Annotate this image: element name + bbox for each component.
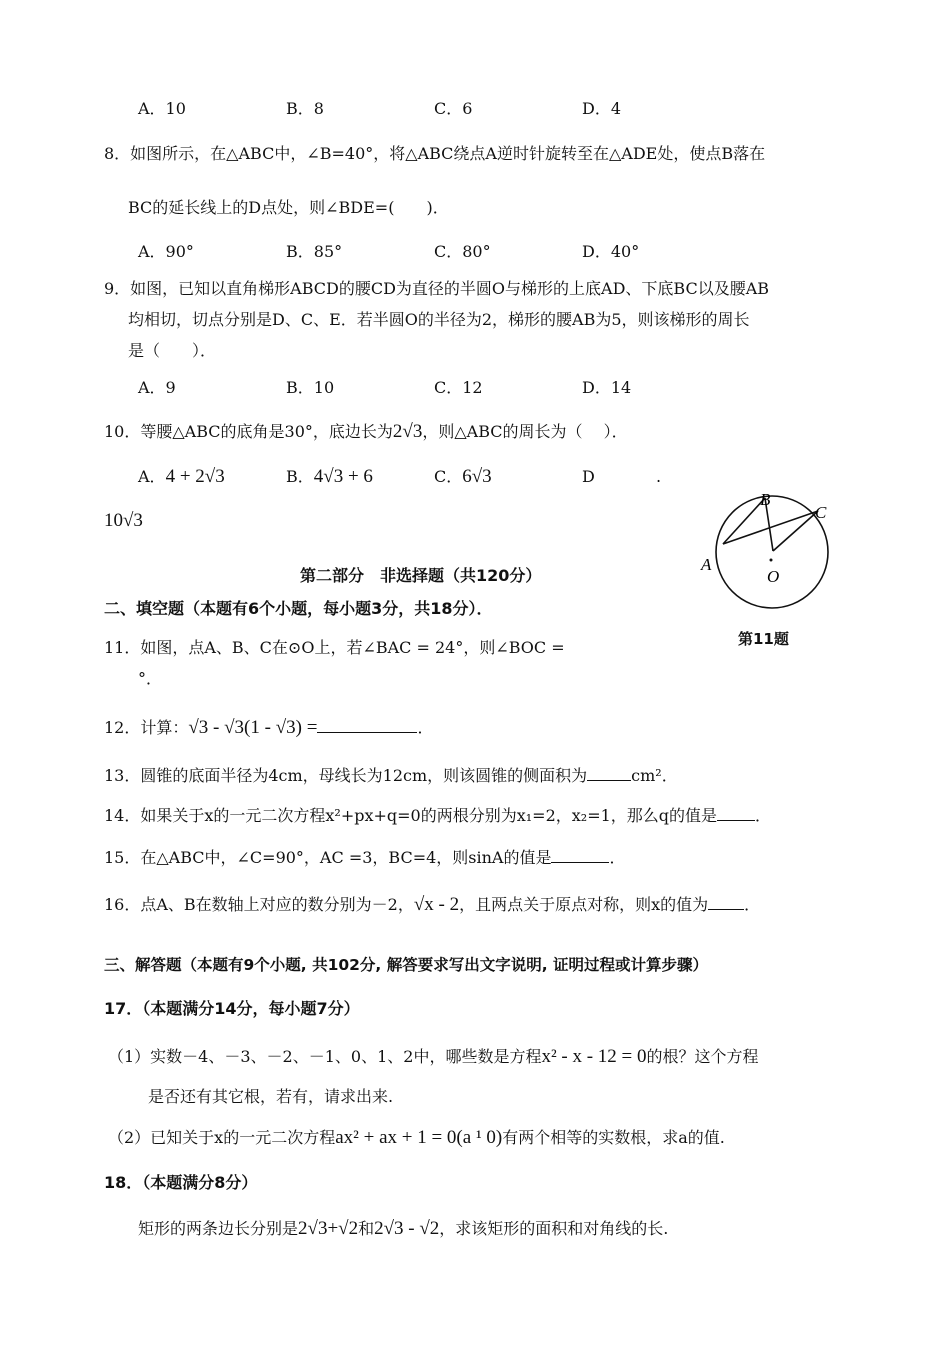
q16-mid: ，且两点关于原点对称，则x的值为 (459, 895, 709, 914)
q14-end: ． (755, 806, 772, 825)
part2-title: 第二部分 非选择题（共120分） (300, 566, 542, 585)
q18-and: 和 (358, 1219, 375, 1238)
q16-math: √x - 2 (413, 894, 460, 915)
q17-part2-end: 有两个相等的实数根，求a的值. (502, 1128, 725, 1147)
q17-part1 (108, 1046, 759, 1068)
q8-line2: BC的延长线上的D点处，则∠BDE=( )． (128, 198, 449, 217)
label-b: B (760, 490, 771, 509)
q9-line3: 是（ ）． (128, 341, 217, 360)
q11-line1: 11．如图，点A、B、C在⊙O上，若∠BAC = 24°，则∠BOC = (104, 638, 565, 657)
q10-base-math: 2√3 (392, 421, 423, 442)
q17-part1-math: x² - x - 12 = 0 (541, 1046, 647, 1067)
q10-option-b-label: B． (286, 467, 314, 486)
q13 (104, 764, 678, 787)
q18-title: 18．（本题满分8分） (104, 1173, 258, 1192)
q10-option-d-math: 10√3 (104, 510, 143, 531)
q10-option-d-label: D (582, 467, 595, 486)
q16 (104, 893, 760, 916)
q13-answer-blank (587, 764, 631, 781)
q10-option-c (434, 466, 492, 488)
circle-figure (690, 488, 860, 616)
q9-option-b: B．10 (286, 378, 335, 397)
q10-option-a-label: A． (138, 467, 166, 486)
q10-option-b-math: 4√3 + 6 (313, 466, 373, 487)
q12-math: √3 - √3(1 - √3) = (188, 717, 318, 738)
q8-option-b: B．85° (286, 242, 343, 261)
q9-line1: 9．如图，已知以直角梯形ABCD的腰CD为直径的半圆O与梯形的上底AD、下底BC以及腰AB (104, 279, 770, 298)
q13-unit: cm²． (631, 766, 678, 785)
q17-part2 (108, 1127, 725, 1149)
q12-answer-blank (317, 716, 417, 733)
q13-text: 13．圆锥的底面半径为4cm，母线长为12cm，则该圆锥的侧面积为 (104, 766, 588, 785)
q12 (104, 716, 433, 739)
q8-option-d: D．40° (582, 242, 640, 261)
q14 (104, 804, 771, 827)
q17-part2-text: （2）已知关于x的一元二次方程 (108, 1128, 336, 1147)
q9-option-a: A．9 (138, 378, 176, 397)
q17-title: 17．（本题满分14分，每小题7分） (104, 999, 360, 1018)
q17-part1-line2: 是否还有其它根，若有，请求出来. (148, 1087, 394, 1106)
section3-title: 三、解答题（本题有9个小题, 共102分, 解答要求写出文字说明, 证明过程或计算步骤） (104, 956, 708, 974)
q8-option-c: C．80° (434, 242, 491, 261)
q18-end: ，求该矩形的面积和对角线的长. (439, 1219, 669, 1238)
figure-11-caption: 第11题 (738, 630, 789, 648)
q15-text: 15．在△ABC中，∠C=90°，AC =3，BC=4，则sinA的值是 (104, 848, 552, 867)
center-point (770, 559, 773, 562)
q10-option-a-math: 4 + 2√3 (165, 466, 225, 487)
q18-math1: 2√3+√2 (298, 1218, 359, 1239)
q10-option-a (138, 466, 225, 488)
q12-end: ． (417, 718, 434, 737)
q17-part1-end: 的根？这个方程 (646, 1047, 759, 1066)
q14-text: 14．如果关于x的一元二次方程x²+px+q=0的两根分别为x₁=2，x₂=1，那么q的值是 (104, 806, 718, 825)
q14-answer-blank (717, 804, 755, 821)
q10-stem-text: 10．等腰△ABC的底角是30°，底边长为 (104, 422, 393, 441)
q15-end: ． (609, 848, 626, 867)
q12-label: 12．计算： (104, 718, 189, 737)
q11-line2: °． (138, 669, 163, 688)
q10-stem-end: ，则△ABC的周长为（ ）． (422, 422, 628, 441)
q10-option-b (286, 466, 373, 488)
q9-line2: 均相切，切点分别是D、C、E．若半圆O的半径为2，梯形的腰AB为5，则该梯形的周长 (128, 310, 750, 329)
q16-text: 16．点A、B在数轴上对应的数分别为－2， (104, 895, 414, 914)
q7-option-c: C．6 (434, 99, 473, 118)
q17-part1-text: （1）实数－4、－3、－2、－1、0、1、2中，哪些数是方程 (108, 1047, 542, 1066)
q7-option-b: B．8 (286, 99, 324, 118)
figure-11 (690, 488, 860, 658)
q10-option-c-math: 6√3 (462, 466, 492, 487)
q8-option-a: A．90° (138, 242, 194, 261)
q10-stem (104, 421, 628, 443)
label-c: C (815, 503, 827, 522)
q17-part2-math: ax² + ax + 1 = 0(a ¹ 0) (335, 1127, 503, 1148)
q18 (138, 1218, 668, 1240)
q10-option-c-label: C． (434, 467, 463, 486)
q16-answer-blank (708, 893, 744, 910)
q18-text: 矩形的两条边长分别是 (138, 1219, 299, 1238)
label-a: A (701, 555, 712, 574)
q9-option-d: D．14 (582, 378, 632, 397)
section2-title: 二、填空题（本题有6个小题，每小题3分，共18分）． (104, 599, 493, 618)
segment-co (773, 511, 818, 551)
q9-option-c: C．12 (434, 378, 483, 397)
label-o: O (767, 567, 780, 586)
q15 (104, 846, 626, 869)
q8-line1: 8．如图所示，在△ABC中，∠B=40°，将△ABC绕点A逆时针旋转至在△ADE处，使点B落在 (104, 144, 766, 163)
q18-math2: 2√3 - √2 (374, 1218, 440, 1239)
q7-option-d: D．4 (582, 99, 622, 118)
q16-end: ． (744, 895, 761, 914)
q10-option-d-dot: . (656, 467, 662, 486)
q7-option-a: A．10 (138, 99, 186, 118)
q15-answer-blank (551, 846, 609, 863)
